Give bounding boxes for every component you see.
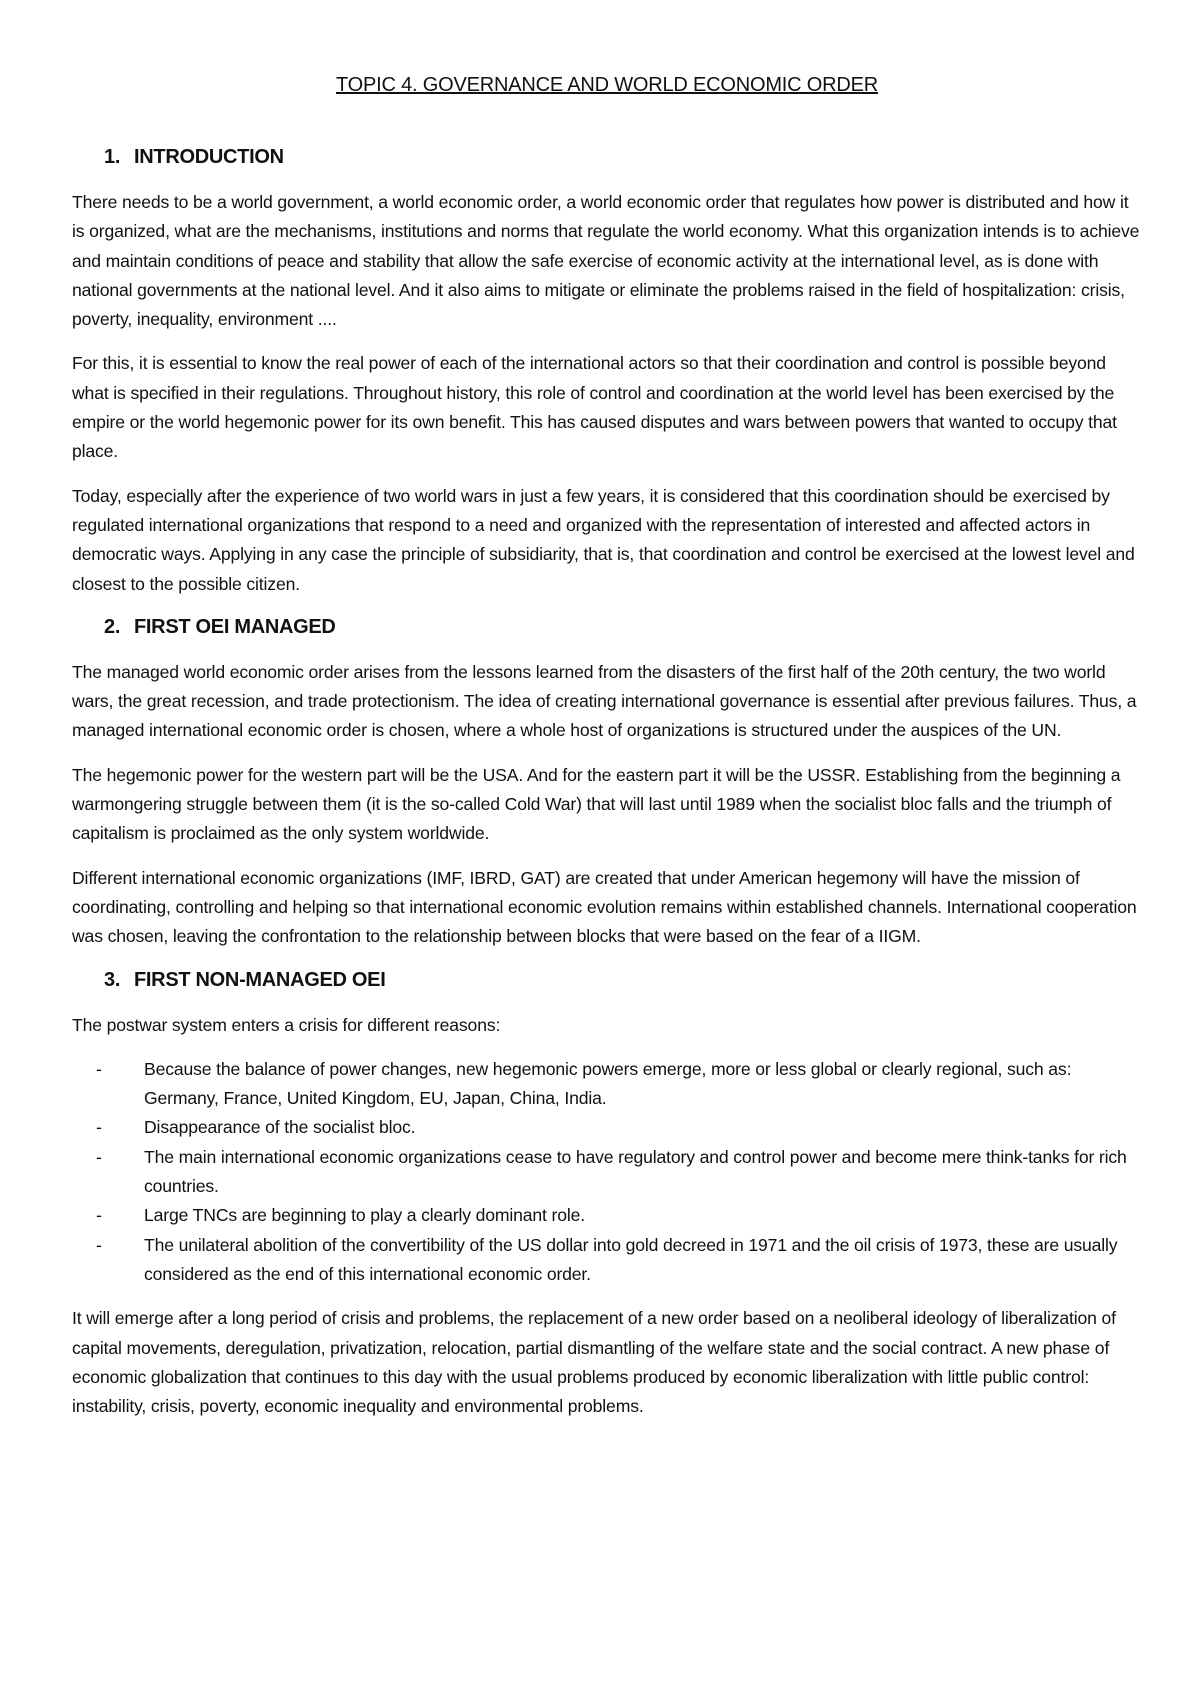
paragraph: Today, especially after the experience of two world wars in just a few years, it is considered that this coordination should be exercised by regulated international organizations that respond to a need and organized with the representation of interested and affected actors in democratic ways. Applying in any case the principle of subsidiarity, that is, that coordination and control be exercised at the lowest level and closest to the possible citizen.	[72, 485, 1135, 594]
list-item-text: Disappearance of the socialist bloc.	[144, 1117, 416, 1138]
section-heading-first-non-managed-oei	[72, 967, 1142, 993]
list-item-text: The main international economic organizations cease to have regulatory and control power and become mere think-tanks for rich countries.	[144, 1146, 1127, 1197]
bullet-dash: -	[96, 1205, 102, 1226]
section-title: INTRODUCTION	[134, 146, 284, 168]
list-item	[72, 1143, 1142, 1202]
bullet-dash: -	[96, 1117, 102, 1138]
bullet-list	[72, 1055, 1142, 1289]
paragraph: The managed world economic order arises from the lessons learned from the disasters of the first half of the 20th century, the two world wars, the great recession, and trade protectionism. The idea of creating international governance is essential after previous failures. Thus, a managed international economic order is chosen, where a whole host of organizations is structured under the auspices of the UN.	[72, 661, 1137, 741]
list-item	[72, 1055, 1142, 1114]
section-number: 1.	[104, 146, 121, 168]
paragraph: The postwar system enters a crisis for different reasons:	[72, 1014, 501, 1035]
bullet-dash: -	[96, 1234, 102, 1255]
document-title: TOPIC 4. GOVERNANCE AND WORLD ECONOMIC ORDER	[335, 74, 878, 96]
bullet-dash: -	[96, 1058, 102, 1079]
section-heading-first-oei-managed	[72, 614, 1142, 640]
section-heading-introduction	[72, 144, 1142, 170]
list-item	[72, 1113, 1142, 1142]
paragraph: It will emerge after a long period of crisis and problems, the replacement of a new order based on a neoliberal ideology of liberalization of capital movements, deregulation, privatization, relocation, partial dismantling of the welfare state and the social contract. A new phase of economic globalization that continues to this day with the usual problems produced by economic liberalization with little public control: instability, crisis, poverty, economic inequality and environmental problems.	[72, 1308, 1116, 1417]
list-item-text: The unilateral abolition of the convertibility of the US dollar into gold decreed in 1971 and the oil crisis of 1973, these are usually considered as the end of this international economic order.	[144, 1234, 1118, 1284]
section-title: FIRST OEI MANAGED	[134, 615, 336, 638]
list-item	[72, 1231, 1142, 1290]
document-body	[72, 72, 1142, 1436]
bullet-dash: -	[96, 1146, 102, 1167]
list-item-text: Large TNCs are beginning to play a clearly dominant role.	[144, 1205, 585, 1226]
list-item	[72, 1201, 1142, 1230]
section-number: 3.	[104, 968, 121, 991]
list-item-text: Because the balance of power changes, new hegemonic powers emerge, more or less global or clearly regional, such as: Germany, France, United Kingdom, EU, Japan, China, India.	[144, 1058, 1072, 1109]
section-number: 2.	[104, 615, 121, 638]
paragraph: The hegemonic power for the western part will be the USA. And for the eastern part it will be the USSR. Establishing from the beginning a warmongering struggle between them (it is the so-called Cold War) that will last until 1989 when the socialist bloc falls and the triumph of capitalism is proclaimed as the only system worldwide.	[72, 764, 1121, 844]
paragraph: There needs to be a world government, a world economic order, a world economic order that regulates how power is distributed and how it is organized, what are the mechanisms, institutions and norms that regulate the world economy. What this organization intends is to achieve and maintain conditions of peace and stability that allow the safe exercise of economic activity at the international level, as is done with national governments at the national level. And it also aims to mitigate or eliminate the problems raised in the field of hospitalization: crisis, poverty, inequality, environment ....	[72, 192, 1140, 330]
section-title: FIRST NON-MANAGED OEI	[134, 968, 386, 991]
paragraph: Different international economic organizations (IMF, IBRD, GAT) are created that under American hegemony will have the mission of coordinating, controlling and helping so that international economic evolution remains within established channels. International cooperation was chosen, leaving the confrontation to the relationship between blocks that were based on the fear of a IIGM.	[72, 867, 1137, 947]
paragraph: For this, it is essential to know the real power of each of the international actors so that their coordination and control is possible beyond what is specified in their regulations. Throughout history, this role of control and coordination at the world level has been exercised by the empire or the world hegemonic power for its own benefit. This has caused disputes and wars between powers that wanted to occupy that place.	[72, 353, 1117, 462]
